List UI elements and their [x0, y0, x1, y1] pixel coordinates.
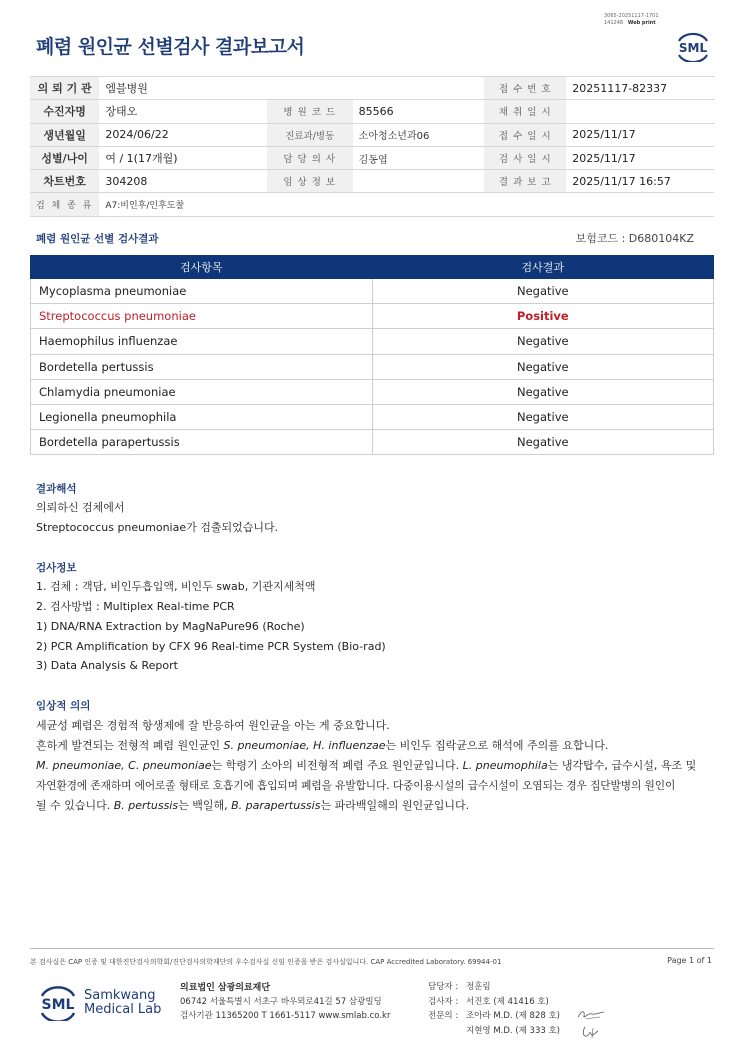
- info-row: [30, 170, 714, 193]
- doctor-label: 담 당 의 사: [267, 146, 353, 169]
- manager-name: 정훈림: [466, 982, 491, 992]
- doctor-value: 김동엽: [353, 146, 485, 169]
- receipt-date-value: 2025/11/17: [566, 123, 714, 146]
- organism-name: B. parapertussis: [231, 799, 321, 812]
- chart-no-value: 304208: [99, 170, 266, 193]
- test-info-line: 1) DNA/RNA Extraction by MagNaPure96 (Roche): [36, 620, 305, 633]
- info-row: [30, 146, 714, 169]
- clinical-text: 는 비인두 집락균으로 해석에 주의를 요합니다.: [385, 739, 609, 752]
- sml-logo-icon: [36, 981, 80, 1021]
- clinical-text: 흔하게 발견되는 전형적 폐렴 원인균인: [36, 739, 224, 752]
- test-date-label: 검 사 일 시: [484, 146, 566, 169]
- clinical-line: [36, 756, 696, 776]
- results-table: [30, 255, 714, 455]
- web-print-label: Web print: [627, 20, 656, 26]
- manager-label: 담당자 :: [428, 982, 459, 992]
- dob-value: 2024/06/22: [99, 123, 266, 146]
- test-result: Negative: [372, 404, 713, 429]
- organism-name: M. pneumoniae, C. pneumoniae: [36, 759, 212, 772]
- clinical-text: 는 백일해,: [178, 799, 232, 812]
- document-code-line2: [604, 20, 659, 27]
- clinical-line: 자연환경에 존재하며 에어로졸 형태로 호흡기에 흡입되며 폐렴을 유발합니다. 다중이용시설의 급수시설이 오염되는 경우 집단발병의 원인이: [36, 779, 676, 792]
- test-result: Negative: [372, 329, 713, 354]
- staff-info: [428, 980, 560, 1038]
- col-header-item: 검사항목: [31, 256, 373, 279]
- test-item: Legionella pneumophila: [31, 404, 373, 429]
- corporation-address: 06742 서울특별시 서초구 바우뫼로41길 57 삼광빌딩: [180, 997, 382, 1007]
- clinical-text: 는 학령기 소아의 비전형적 폐렴 주요 원인균입니다.: [211, 759, 463, 772]
- organism-name: S. pneumoniae, H. influenzae: [223, 739, 386, 752]
- test-item: Streptococcus pneumoniae: [31, 304, 373, 329]
- col-header-result: 검사결과: [372, 256, 713, 279]
- document-code-line1: 3065-20251117-1701: [604, 13, 659, 19]
- clinical-line: [36, 796, 469, 816]
- patient-name-value: 장태오: [99, 100, 266, 123]
- receipt-no-value: 20251117-82337: [566, 77, 714, 100]
- report-date-label: 결 과 보 고: [484, 170, 566, 193]
- dept-value: 소아청소년과06: [353, 123, 485, 146]
- interpretation-line: 의뢰하신 검체에서: [36, 501, 125, 514]
- test-item: Chlamydia pneumoniae: [31, 379, 373, 404]
- expert-label: 전문의 :: [428, 1011, 459, 1021]
- clinical-line: [36, 736, 608, 756]
- clinical-text: 는 냉각탑수, 급수시설, 욕조 및: [547, 759, 697, 772]
- patient-name-label: 수진자명: [30, 100, 99, 123]
- page-number: Page 1 of 1: [667, 956, 712, 965]
- accreditation-note: 본 검사실은 CAP 인증 및 대한진단검사의학회/진단검사의학재단의 우수검사실 신임 인증을 받은 검사실입니다. CAP Accredited Laboratory. 69944-01: [30, 958, 502, 966]
- test-result: Negative: [372, 430, 713, 455]
- sex-age-value: 여 / 1(17개월): [99, 146, 266, 169]
- patient-info-table: [30, 76, 714, 217]
- test-date-value: 2025/11/17: [566, 146, 714, 169]
- interpretation-line: Streptococcus pneumoniae가 검출되었습니다.: [36, 521, 279, 534]
- collection-date-label: 채 취 일 시: [484, 100, 566, 123]
- test-item: Bordetella parapertussis: [31, 430, 373, 455]
- expert-name-1: 조아라 M.D. (제 828 호): [466, 1011, 561, 1021]
- test-result: Negative: [372, 279, 713, 304]
- sml-logo-icon: [674, 28, 712, 62]
- table-row: [31, 279, 714, 304]
- info-row: [30, 100, 714, 123]
- test-result: Negative: [372, 379, 713, 404]
- brand-line2: Medical Lab: [84, 1002, 162, 1017]
- brand-line1: Samkwang: [84, 988, 156, 1003]
- results-header-row: [31, 256, 714, 279]
- info-row: [30, 123, 714, 146]
- report-date-value: 2025/11/17 16:57: [566, 170, 714, 193]
- tester-name: 서진호 (제 41416 호): [466, 996, 549, 1007]
- organism-name: B. pertussis: [113, 799, 179, 812]
- test-info-line: 1. 검체 : 객담, 비인두흡입액, 비인두 swab, 기관지세척액: [36, 580, 316, 593]
- brand-name: [84, 989, 161, 1017]
- chart-no-label: 차트번호: [30, 170, 99, 193]
- test-info-title: 검사정보: [36, 562, 77, 574]
- clinical-info-value: [353, 170, 485, 193]
- svg-text:SML: SML: [678, 41, 708, 55]
- table-row: [31, 404, 714, 429]
- clinical-info-label: 임 상 정 보: [267, 170, 353, 193]
- document-code-number: 141248: [604, 20, 624, 26]
- dob-label: 생년월일: [30, 123, 99, 146]
- table-row: [31, 379, 714, 404]
- clinical-significance-title: 임상적 의의: [36, 700, 91, 712]
- test-info-line: 2) PCR Amplification by CFX 96 Real-time PCR System (Bio-rad): [36, 640, 386, 653]
- footer-divider: [30, 948, 714, 949]
- organism-name: L. pneumophila: [462, 759, 548, 772]
- info-row: [30, 193, 714, 216]
- hospital-code-label: 병 원 코 드: [267, 100, 353, 123]
- svg-text:SML: SML: [41, 997, 75, 1013]
- insurance-code: 보험코드 : D680104KZ: [575, 232, 694, 245]
- interpretation-title: 결과해석: [36, 483, 77, 495]
- receipt-no-label: 접 수 번 호: [484, 77, 566, 100]
- table-row: [31, 304, 714, 329]
- collection-date-value: [566, 100, 714, 123]
- info-row: [30, 77, 714, 100]
- signature-icon: [580, 1024, 602, 1040]
- test-item: Bordetella pertussis: [31, 354, 373, 379]
- tester-label: 검사자 :: [428, 996, 459, 1007]
- table-row: [31, 430, 714, 455]
- test-result: Negative: [372, 354, 713, 379]
- corporation-contact: 검사기관 11365200 T 1661-5117 www.smlab.co.kr: [180, 1011, 391, 1021]
- test-result: Positive: [372, 304, 713, 329]
- document-code: [604, 13, 659, 27]
- requester-label: 의 뢰 기 관: [30, 77, 99, 100]
- clinical-line: 세균성 폐렴은 경험적 항생제에 잘 반응하여 원인균을 아는 게 중요합니다.: [36, 719, 390, 732]
- clinical-text: 될 수 있습니다.: [36, 799, 114, 812]
- test-item: Haemophilus influenzae: [31, 329, 373, 354]
- dept-label: 진료과/병동: [267, 123, 353, 146]
- requester-value: 엠블병원: [99, 77, 484, 100]
- table-row: [31, 354, 714, 379]
- hospital-code-value: 85566: [353, 100, 485, 123]
- page-title: 폐렴 원인균 선별검사 결과보고서: [36, 36, 305, 58]
- specimen-label: 검 체 종 류: [30, 193, 99, 216]
- corporation-name: 의료법인 삼광의료재단: [180, 983, 271, 993]
- corporation-info: [180, 981, 390, 1023]
- test-info-line: 2. 검사방법 : Multiplex Real-time PCR: [36, 600, 235, 613]
- clinical-text: 는 파라백일해의 원인균입니다.: [320, 799, 470, 812]
- specimen-value: A7:비인후/인후도찰: [99, 193, 714, 216]
- results-section-title: 폐렴 원인균 선별 검사결과: [36, 233, 159, 245]
- signature-icon: [576, 1008, 606, 1022]
- receipt-date-label: 접 수 일 시: [484, 123, 566, 146]
- table-row: [31, 329, 714, 354]
- test-info-line: 3) Data Analysis & Report: [36, 659, 178, 672]
- test-item: Mycoplasma pneumoniae: [31, 279, 373, 304]
- expert-name-2: 지현영 M.D. (제 333 호): [466, 1025, 561, 1036]
- sex-age-label: 성별/나이: [30, 146, 99, 169]
